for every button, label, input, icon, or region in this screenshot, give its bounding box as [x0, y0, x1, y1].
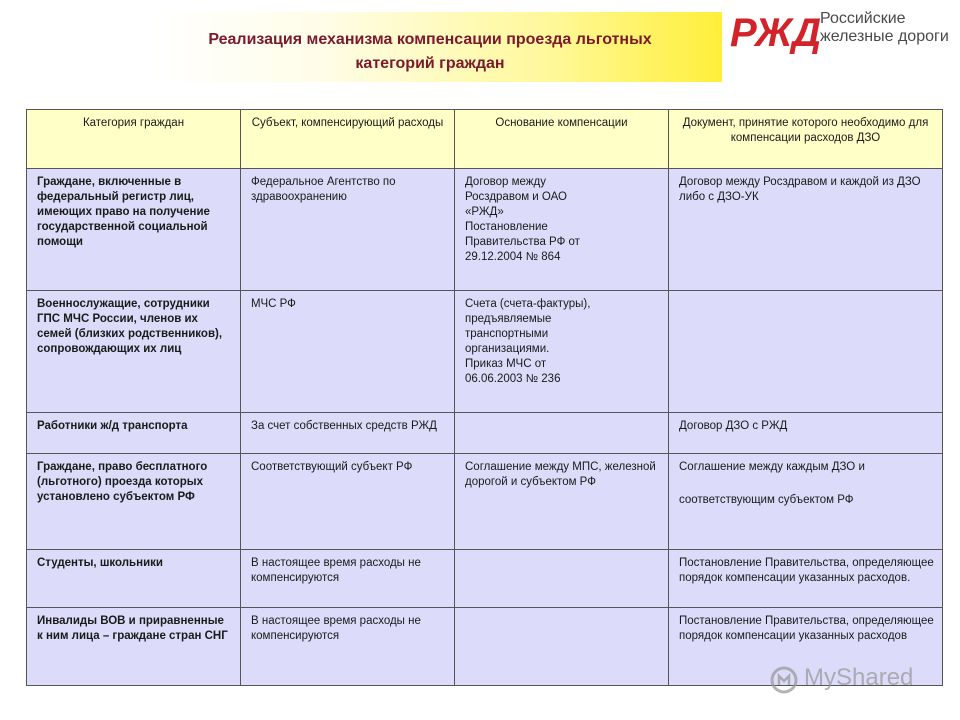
table-row: [27, 291, 943, 413]
basis-line: «РЖД»: [465, 206, 504, 218]
cell-subject: В настоящее время расходы не компенсируются: [241, 550, 455, 608]
slide-title-line-1: Реализация механизма компенсации проезда льготных: [208, 31, 652, 48]
rzd-logo: [728, 6, 953, 56]
table-row: [27, 550, 943, 608]
basis-line: Приказ МЧС от: [465, 358, 547, 370]
cell-category: Граждане, включенные в федеральный регистр лиц, имеющих право на получение государственной социальной помощи: [27, 169, 241, 291]
cell-basis: Соглашение между МПС, железной дорогой и субъектом РФ: [455, 454, 669, 550]
cell-basis: [455, 413, 669, 454]
watermark: [770, 660, 940, 696]
cell-category: Граждане, право бесплатного (льготного) проезда которых установлено субъектом РФ: [27, 454, 241, 550]
compensation-table: [26, 109, 943, 686]
cell-basis: [455, 550, 669, 608]
table-row: [27, 454, 943, 550]
header-document: Документ, принятие которого необходимо для компенсации расходов ДЗО: [669, 110, 943, 169]
rzd-logo-mark-text: РЖД: [730, 11, 822, 55]
cell-subject: Соответствующий субъект РФ: [241, 454, 455, 550]
watermark-icon: [770, 666, 798, 694]
cell-category: Инвалиды ВОВ и приравненные к ним лица – граждане стран СНГ: [27, 608, 241, 686]
cell-category: Военнослужащие, сотрудники ГПС МЧС России, членов их семей (близких родственников), сопровождающих их лиц: [27, 291, 241, 413]
cell-basis: [455, 169, 669, 291]
table-row: [27, 169, 943, 291]
cell-subject: Федеральное Агентство по здравоохранению: [241, 169, 455, 291]
rzd-logo-line-2: железные дороги: [820, 28, 949, 45]
cell-document: [669, 291, 943, 413]
cell-document: Договор между Росздравом и каждой из ДЗО либо с ДЗО-УК: [669, 169, 943, 291]
cell-document: Договор ДЗО с РЖД: [669, 413, 943, 454]
basis-line: транспортными: [465, 328, 549, 340]
cell-basis: [455, 608, 669, 686]
table-header-row: [27, 110, 943, 169]
header-category: Категория граждан: [27, 110, 241, 169]
cell-document: Постановление Правительства, определяющее порядок компенсации указанных расходов.: [669, 550, 943, 608]
cell-document: [669, 454, 943, 550]
rzd-logo-line-1: Российские: [820, 10, 906, 27]
slide-title: [150, 28, 710, 76]
cell-document: Постановление Правительства, определяющее порядок компенсации указанных расходов: [669, 608, 943, 686]
basis-line: предъявляемые: [465, 313, 552, 325]
document-line-1: Соглашение между каждым ДЗО и: [679, 461, 865, 473]
watermark-text: MyShared: [804, 664, 914, 691]
slide-title-line-2: категорий граждан: [355, 55, 505, 72]
basis-line: Счета (счета-фактуры),: [465, 298, 591, 310]
document-line-2: соответствующим субъектом РФ: [679, 494, 854, 506]
basis-line: организациями.: [465, 343, 550, 355]
cell-subject: За счет собственных средств РЖД: [241, 413, 455, 454]
header-subject: Субъект, компенсирующий расходы: [241, 110, 455, 169]
rzd-logo-text: [820, 10, 949, 46]
table-row: [27, 413, 943, 454]
basis-line: Росздравом и ОАО: [465, 191, 567, 203]
basis-line: Правительства РФ от: [465, 236, 580, 248]
basis-line: 29.12.2004 № 864: [465, 251, 561, 263]
cell-basis: [455, 291, 669, 413]
basis-line: 06.06.2003 № 236: [465, 373, 561, 385]
header-basis: Основание компенсации: [455, 110, 669, 169]
cell-subject: В настоящее время расходы не компенсируются: [241, 608, 455, 686]
cell-category: Студенты, школьники: [27, 550, 241, 608]
cell-subject: МЧС РФ: [241, 291, 455, 413]
cell-category: Работники ж/д транспорта: [27, 413, 241, 454]
basis-line: Постановление: [465, 221, 548, 233]
rzd-logo-mark: [728, 8, 822, 55]
basis-line: Договор между: [465, 176, 546, 188]
